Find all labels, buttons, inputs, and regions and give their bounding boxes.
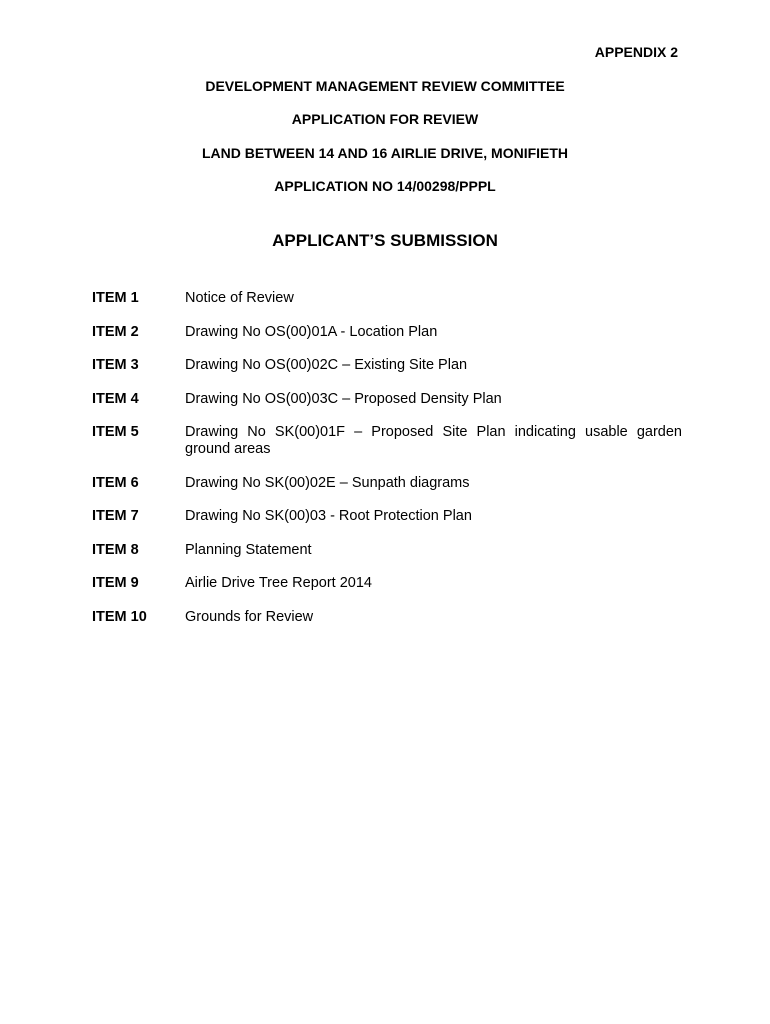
land-heading: LAND BETWEEN 14 AND 16 AIRLIE DRIVE, MONIFIETH xyxy=(201,145,569,161)
item-description: Drawing No OS(00)03C – Proposed Density Plan xyxy=(185,390,502,407)
list-item xyxy=(92,508,682,525)
item-label: ITEM 7 xyxy=(92,508,139,524)
submission-title: APPLICANT’S SUBMISSION xyxy=(272,231,498,250)
item-label: ITEM 8 xyxy=(92,541,139,558)
application-heading: APPLICATION FOR REVIEW xyxy=(291,111,479,127)
list-item xyxy=(92,357,682,374)
item-spacer xyxy=(92,341,682,358)
item-label: ITEM 5 xyxy=(92,424,139,440)
item-description: Drawing No OS(00)02C – Existing Site Plan xyxy=(185,357,468,373)
item-description: Grounds for Review xyxy=(185,608,314,625)
list-item xyxy=(92,575,682,592)
list-item xyxy=(92,542,682,559)
item-description: Planning Statement xyxy=(185,541,312,558)
item-spacer xyxy=(92,492,682,509)
item-label: ITEM 1 xyxy=(92,290,139,306)
item-spacer xyxy=(92,559,682,576)
item-spacer xyxy=(92,525,682,542)
item-description: Airlie Drive Tree Report 2014 xyxy=(185,575,372,591)
item-description: Drawing No SK(00)01F – Proposed Site Plan indicating usable garden ground areas xyxy=(185,424,682,457)
item-description: Drawing No SK(00)03 - Root Protection Plan xyxy=(185,508,472,524)
item-spacer xyxy=(92,408,682,425)
list-item xyxy=(92,391,682,408)
item-label: ITEM 3 xyxy=(92,357,139,373)
item-label: ITEM 9 xyxy=(92,575,139,591)
list-item xyxy=(92,609,682,626)
committee-heading: DEVELOPMENT MANAGEMENT REVIEW COMMITTEE xyxy=(205,78,565,94)
item-description: Drawing No OS(00)01A - Location Plan xyxy=(185,323,438,340)
item-spacer xyxy=(92,374,682,391)
item-spacer xyxy=(92,592,682,609)
application-number-heading: APPLICATION NO 14/00298/PPPL xyxy=(274,178,496,194)
item-label: ITEM 4 xyxy=(92,390,139,407)
item-spacer xyxy=(92,458,682,475)
item-description: Drawing No SK(00)02E – Sunpath diagrams xyxy=(185,474,470,491)
item-label: ITEM 10 xyxy=(92,608,147,625)
item-label: ITEM 2 xyxy=(92,323,139,340)
list-item xyxy=(92,324,682,341)
item-description: Notice of Review xyxy=(185,290,294,306)
list-item xyxy=(92,290,682,307)
appendix-label: APPENDIX 2 xyxy=(594,44,678,60)
item-spacer xyxy=(92,307,682,324)
item-list xyxy=(92,290,682,626)
list-item xyxy=(92,475,682,492)
item-label: ITEM 6 xyxy=(92,474,139,491)
list-item xyxy=(92,424,682,458)
